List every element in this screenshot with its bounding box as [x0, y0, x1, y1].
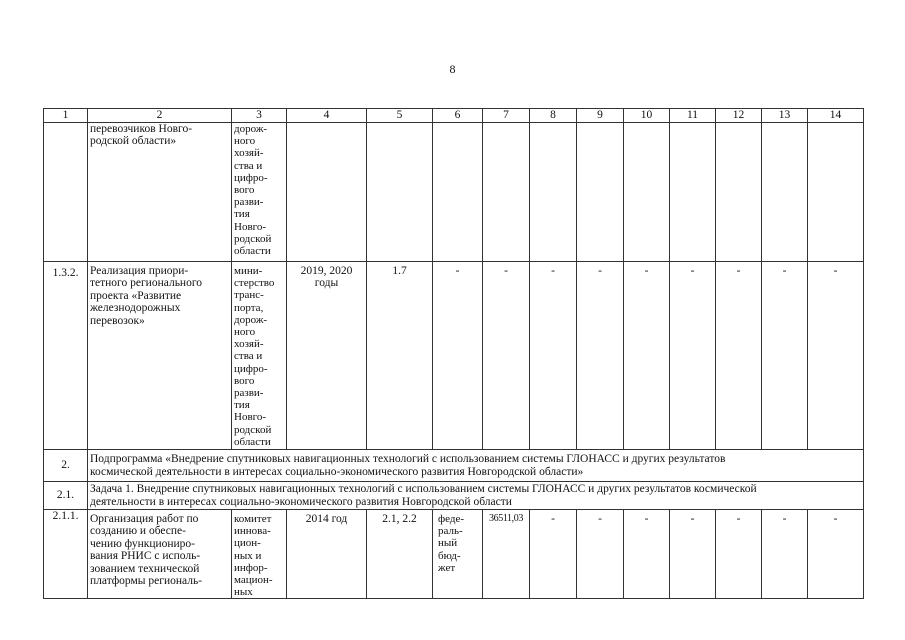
event-name: Организация работ по созданию и обеспе- чению функциониро- вания РНИС с исполь- зованием технической платформы региональ- — [88, 510, 232, 599]
subprogram-row — [44, 450, 864, 482]
funding-value: 36511,03 — [483, 510, 530, 599]
task-row — [44, 482, 864, 510]
funding-value: - — [670, 510, 716, 599]
program-table — [43, 108, 864, 599]
funding-value — [530, 123, 577, 262]
funding-value — [670, 123, 716, 262]
column-header: 2 — [88, 109, 232, 123]
column-header: 7 — [483, 109, 530, 123]
column-header: 10 — [624, 109, 670, 123]
executor: комитет иннова- цион- ных и инфор- мацион- ных — [232, 510, 287, 599]
funding-source — [433, 123, 483, 262]
column-header: 4 — [287, 109, 367, 123]
column-header: 1 — [44, 109, 88, 123]
funding-source: - — [433, 262, 483, 450]
period: 2014 год — [287, 510, 367, 599]
column-header: 8 — [530, 109, 577, 123]
period: 2019, 2020 годы — [287, 262, 367, 450]
executor: мини- стерство транс- порта, дорож- ного хозяй- ства и цифро- вого разви- тия Новго- родской области — [232, 262, 287, 450]
target-indicator: 1.7 — [367, 262, 433, 450]
funding-value: - — [483, 262, 530, 450]
executor: дорож- ного хозяй- ства и цифро- вого разви- тия Новго- родской области — [232, 123, 287, 262]
funding-value — [483, 123, 530, 262]
funding-value: - — [530, 262, 577, 450]
event-name: перевозчиков Новго- родской области» — [88, 123, 232, 262]
row-number: 2.1. — [44, 482, 88, 510]
funding-value — [716, 123, 762, 262]
funding-value: - — [762, 262, 808, 450]
funding-value: - — [762, 510, 808, 599]
funding-source: феде- раль- ный бюд- жет — [433, 510, 483, 599]
column-header: 14 — [808, 109, 864, 123]
funding-value: - — [577, 262, 624, 450]
row-number: 2.1.1. — [44, 510, 88, 599]
funding-value: - — [577, 510, 624, 599]
row-number: 1.3.2. — [44, 262, 88, 450]
funding-value: - — [530, 510, 577, 599]
table-row — [44, 123, 864, 262]
period — [287, 123, 367, 262]
funding-value: - — [670, 262, 716, 450]
column-header: 6 — [433, 109, 483, 123]
column-header: 3 — [232, 109, 287, 123]
event-name: Реализация приори- тетного регионального проекта «Развитие железнодорожных перевозок» — [88, 262, 232, 450]
target-indicator: 2.1, 2.2 — [367, 510, 433, 599]
column-header: 5 — [367, 109, 433, 123]
page-number: 8 — [449, 62, 456, 76]
funding-value — [762, 123, 808, 262]
subprogram-title: Подпрограмма «Внедрение спутниковых навигационных технологий с использованием системы ГЛОНАСС и других результатов космической деятельности в интересах социально-экономического развития Новгородской области» — [88, 450, 864, 482]
column-header: 13 — [762, 109, 808, 123]
row-number — [44, 123, 88, 262]
funding-value: - — [716, 510, 762, 599]
funding-value — [624, 123, 670, 262]
column-header: 9 — [577, 109, 624, 123]
row-number: 2. — [44, 450, 88, 482]
column-header: 11 — [670, 109, 716, 123]
column-header: 12 — [716, 109, 762, 123]
task-title: Задача 1. Внедрение спутниковых навигационных технологий с использованием системы ГЛОНАСС и других результатов космической деятельности в интересах социально-экономического развития Новгородской области — [88, 482, 864, 510]
funding-value: - — [716, 262, 762, 450]
funding-value — [808, 123, 864, 262]
column-numbers-row — [44, 109, 864, 123]
funding-value: - — [808, 510, 864, 599]
funding-value: - — [624, 510, 670, 599]
funding-value — [577, 123, 624, 262]
table-row — [44, 510, 864, 599]
funding-value: - — [808, 262, 864, 450]
table-row — [44, 262, 864, 450]
target-indicator — [367, 123, 433, 262]
funding-value: - — [624, 262, 670, 450]
